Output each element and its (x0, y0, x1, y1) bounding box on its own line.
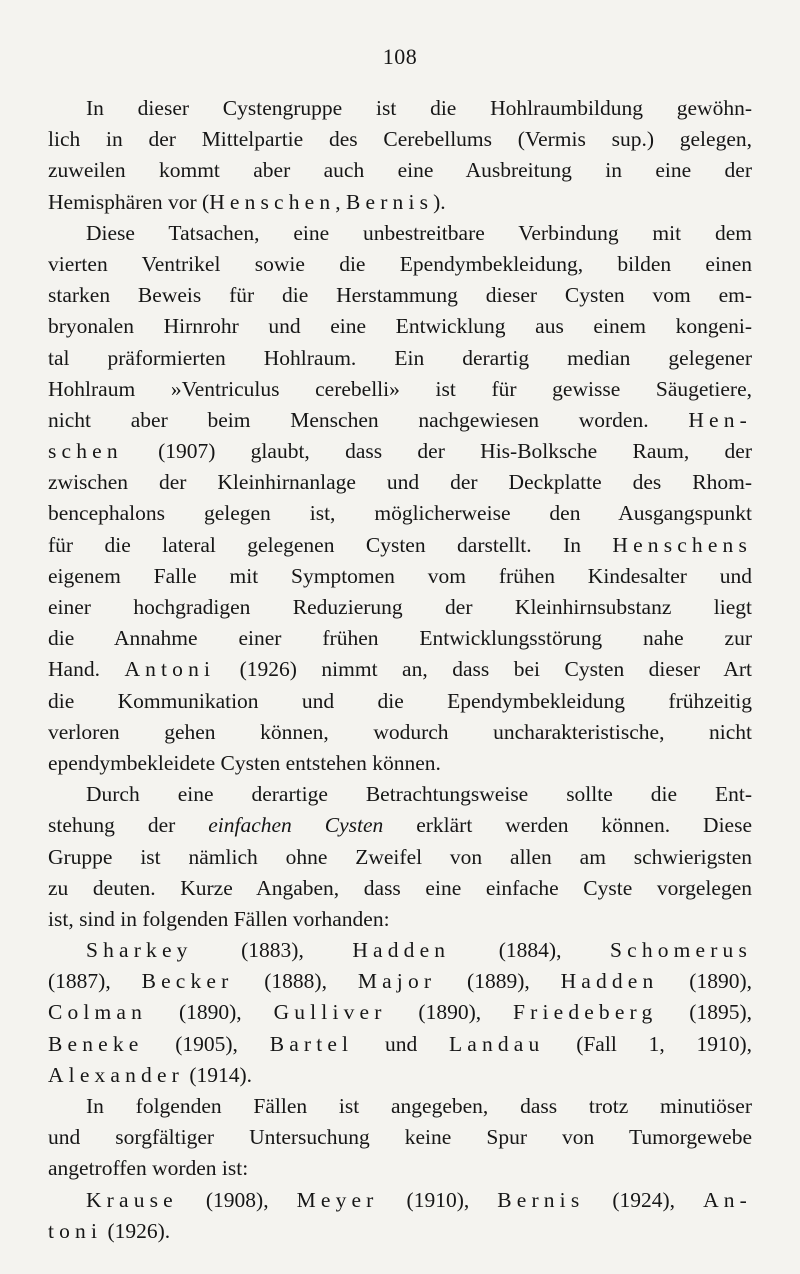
author-name: Gulliver (273, 1000, 387, 1025)
author-name: Friedeberg (513, 1000, 658, 1025)
text-line (48, 249, 752, 280)
text-line (48, 748, 752, 779)
text-run: (1890), (147, 1000, 274, 1025)
text-line (48, 779, 752, 810)
text-run: (1908), (177, 1187, 297, 1212)
text-line (48, 1216, 752, 1247)
author-name: Hen- (688, 407, 752, 432)
text-line (48, 280, 752, 311)
text-run: lich in der Mittelpartie des Cerebellums (Vermis sup.) gelegen, (48, 127, 752, 152)
text-run: ). (433, 189, 446, 214)
text-run: In dieser Cystengruppe ist die Hohlraumbildung gewöhn- (86, 96, 752, 120)
author-name: Bartel (269, 1031, 354, 1056)
text-line (48, 842, 752, 873)
text-run: (1914). (183, 1062, 253, 1087)
text-line (48, 686, 752, 717)
text-line (48, 530, 752, 561)
author-name: toni (48, 1218, 103, 1243)
text-line (48, 311, 752, 342)
text-line (48, 467, 752, 498)
text-run: vierten Ventrikel sowie die Ependymbekleidung, bilden einen (48, 251, 752, 276)
text-run: (1926) nimmt an, dass bei Cysten dieser Art (215, 657, 752, 682)
text-run: erklärt werden können. Diese (383, 813, 752, 838)
text-line (48, 374, 752, 405)
text-run: einer hochgradigen Reduzierung der Kleinhirnsubstanz liegt (48, 595, 752, 619)
text-run: (1883), (192, 938, 353, 963)
author-name: schen (48, 439, 123, 464)
emphasized-text: einfachen Cysten (208, 813, 384, 838)
author-name: Schomerus (610, 938, 752, 963)
text-run: und sorgfältiger Untersuchung keine Spur von Tumorgewebe (48, 1125, 752, 1150)
text-run: (Fall 1, 1910), (544, 1031, 752, 1056)
text-run: die Kommunikation und die Ependymbekleidung frühzeitig (48, 688, 752, 713)
text-run: eigenem Falle mit Symptomen vom frühen Kindesalter und (48, 563, 752, 588)
text-line (48, 1060, 752, 1091)
author-name: An- (703, 1187, 752, 1212)
text-line (48, 904, 752, 935)
text-line (48, 997, 752, 1028)
text-run: ependymbekleidete Cysten entstehen können. (48, 750, 441, 775)
text-line (48, 436, 752, 467)
text-run: (1907) glaubt, dass der His-Bolksche Raum, der (122, 439, 752, 464)
text-run: ist, sind in folgenden Fällen vorhanden: (48, 906, 390, 931)
text-run: (1889), (436, 969, 561, 994)
text-line (48, 155, 752, 186)
author-name: Krause (86, 1187, 178, 1212)
text-line (48, 1153, 752, 1184)
text-run: verloren gehen können, wodurch uncharakteristische, nicht (48, 719, 752, 744)
text-run: zu deuten. Kurze Angaben, dass eine einfache Cyste vorgelegen (48, 875, 752, 900)
text-run: starken Beweis für die Herstammung dieser Cysten vom em- (48, 283, 752, 308)
text-line (48, 592, 752, 623)
text-line (48, 405, 752, 436)
author-name: Antoni (124, 657, 216, 682)
text-line (48, 1185, 752, 1216)
page-number: 108 (382, 44, 418, 69)
text-line (48, 124, 752, 155)
text-line (48, 717, 752, 748)
text-line (48, 343, 752, 374)
text-run: (1895), (657, 1000, 752, 1025)
author-name: Bernis (497, 1187, 585, 1212)
text-line (48, 654, 752, 685)
author-name: Landau (448, 1031, 545, 1056)
text-run: In folgenden Fällen ist angegeben, dass trotz minutiöser (86, 1094, 752, 1118)
author-name: Hadden (352, 938, 451, 963)
text-run: Hand. (48, 657, 125, 682)
author-name: Henschen (209, 189, 336, 214)
author-name: Meyer (296, 1187, 379, 1212)
text-run: (1910), (378, 1187, 498, 1212)
text-run: (1890), (386, 1000, 514, 1025)
author-name: Colman (48, 1000, 148, 1025)
text-line (48, 810, 752, 841)
author-name: Alexander (48, 1062, 184, 1087)
text-line (48, 623, 752, 654)
text-run: bryonalen Hirnrohr und eine Entwicklung aus einem kongeni- (48, 314, 752, 339)
text-line (48, 1122, 752, 1153)
text-run: Hemisphären vor ( (48, 189, 210, 214)
text-line (48, 935, 752, 966)
text-run: Hohlraum »Ventriculus cerebelli» ist für gewisse Säugetiere, (48, 376, 752, 401)
author-name: Bernis (346, 189, 434, 214)
text-line (48, 218, 752, 249)
text-run: die Annahme einer frühen Entwicklungsstörung nahe zur (48, 626, 752, 651)
text-run: , (335, 189, 347, 214)
text-run: bencephalons gelegen ist, möglicherweise den Ausgangspunkt (48, 501, 752, 526)
text-run: (1884), (450, 938, 610, 963)
text-line (48, 1091, 752, 1122)
text-run: (1888), (233, 969, 358, 994)
text-run: Diese Tatsachen, eine unbestreitbare Verbindung mit dem (86, 220, 752, 245)
text-run: tal präformierten Hohlraum. Ein derartig median gelegener (48, 345, 752, 370)
author-name: Hadden (560, 969, 659, 994)
author-name: Beneke (48, 1031, 144, 1056)
text-run: für die lateral gelegenen Cysten darstellt. In (48, 532, 613, 557)
text-line (48, 1029, 752, 1060)
text-run: Durch eine derartige Betrachtungsweise sollte die Ent- (86, 782, 752, 807)
text-run: (1924), (584, 1187, 704, 1212)
author-name: Major (357, 969, 437, 994)
text-line (48, 498, 752, 529)
text-line (48, 187, 752, 218)
text-run: zwischen der Kleinhirnanlage und der Deckplatte des Rhom- (48, 470, 752, 495)
text-run: stehung der (48, 813, 209, 838)
text-line (48, 93, 752, 124)
text-line (48, 873, 752, 904)
text-run: (1887), (48, 969, 142, 994)
text-run: nicht aber beim Menschen nachgewiesen worden. (48, 407, 689, 432)
body-text (48, 93, 752, 1247)
text-line (48, 561, 752, 592)
text-run: und (353, 1031, 449, 1056)
text-run: angetroffen worden ist: (48, 1156, 249, 1181)
text-run: Gruppe ist nämlich ohne Zweifel von allen am schwierigsten (48, 844, 752, 869)
text-run: (1905), (143, 1031, 270, 1056)
author-name: Becker (141, 969, 234, 994)
text-run: (1926). (102, 1218, 171, 1243)
author-name: Henschens (612, 532, 752, 557)
text-run: zuweilen kommt aber auch eine Ausbreitung in eine der (48, 158, 752, 183)
author-name: Sharkey (86, 938, 193, 963)
text-run: (1890), (658, 969, 752, 994)
text-line (48, 966, 752, 997)
